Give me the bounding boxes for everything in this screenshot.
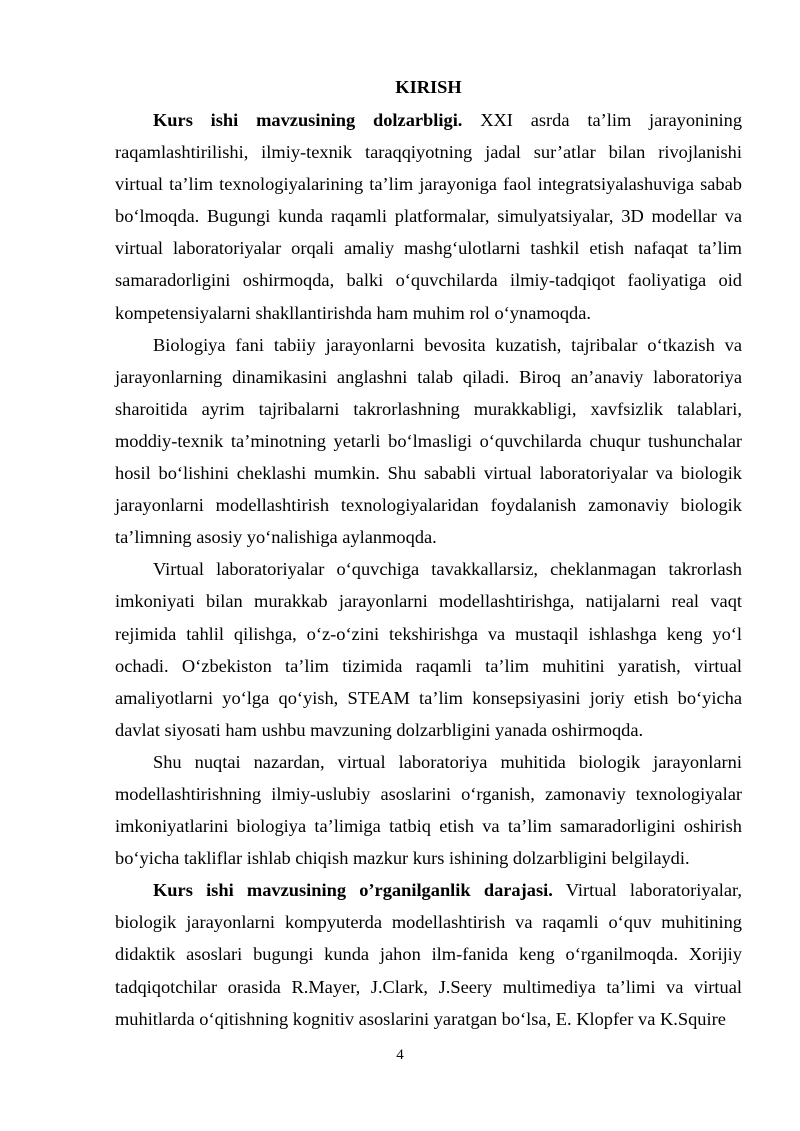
paragraph-relevance — [115, 104, 742, 329]
page-number: 4 — [396, 1047, 404, 1063]
paragraph-biology — [115, 329, 742, 554]
document-page — [115, 72, 742, 1035]
paragraph-virtual-labs — [115, 553, 742, 746]
paragraph-text: Virtual laboratoriyalar, biologik jarayonlarni kompyuterda modellashtirish va raqamli o‘quv muhitining didaktik asoslari bugungi kunda jahon ilm-fanida keng o‘rganilmoqda. Xorijiy tadqiqotchilar orasida R.Mayer, J.Clark, J.Seery multimediya ta’limi va virtual muhitlarda o‘qitishning kognitiv asoslarini yaratgan bo‘lsa, E. Klopfer va K.Squire — [115, 880, 743, 1029]
paragraph-text: Biologiya fani tabiiy jarayonlarni bevosita kuzatish, tajribalar o‘tkazish va jarayonlarning dinamikasini anglashni talab qiladi. Biroq an’anaviy laboratoriya sharoitida ayrim tajribalarni takrorlashning murakkabligi, xavfsizlik talablari, moddiy-texnik ta’minotning yetarli bo‘lmasligi o‘quvchilarda chuqur tushunchalar hosil bo‘lishini cheklashi mumkin. Shu sababli virtual laboratoriyalar va biologik jarayonlarni modellashtirish texnologiyalaridan foydalanish zamonaviy biologik ta’limning asosiy yo‘nalishiga aylanmoqda. — [115, 334, 742, 548]
paragraph-text: Shu nuqtai nazardan, virtual laboratoriya muhitida biologik jarayonlarni modellashtirishning ilmiy-uslubiy asoslarini o‘rganish, zamonaviy texnologiyalar imkoniyatlarini biologiya ta’limiga tatbiq etish va ta’lim samaradorligini oshirish bo‘yicha takliflar ishlab chiqish mazkur kurs ishining dolzarbligini belgilaydi. — [115, 751, 742, 869]
paragraph-text: Virtual laboratoriyalar o‘quvchiga tavakkallarsiz, cheklanmagan takrorlash imkoniyati bilan murakkab jarayonlarni modellashtirishga, natijalarni real vaqt rejimida tahlil qilishga, o‘z-o‘zini tekshirishga va mustaqil ishlashga keng yo‘l ochadi. O‘zbekiston ta’lim tizimida raqamli ta’lim muhitini yaratish, virtual amaliyotlarni yo‘lga qo‘yish, STEAM ta’lim konsepsiyasini joriy etish bo‘yicha davlat siyosati ham ushbu mavzuning dolzarbligini yanada oshirmoqda. — [115, 559, 742, 740]
section-heading: KIRISH — [395, 77, 462, 97]
paragraph-research-level — [115, 874, 742, 1034]
paragraph-lead: Kurs ishi mavzusining o’rganilganlik darajasi. — [153, 880, 553, 901]
paragraph-lead: Kurs ishi mavzusining dolzarbligi. — [153, 110, 463, 130]
paragraph-text: XXI asrda ta’lim jarayonining raqamlashtirilishi, ilmiy-texnik taraqqiyotning jadal sur’atlar bilan rivojlanishi virtual ta’lim texnologiyalarining ta’lim jarayoniga faol integratsiyalashuviga sabab bo‘lmoqda. Bugungi kunda raqamli platformalar, simulyatsiyalar, 3D modellar va virtual laboratoriyalar orqali amaliy mashg‘ulotlarni tashkil etish nafaqat ta’lim samaradorligini oshirmoqda, balki o‘quvchilarda ilmiy-tadqiqot faoliyatiga oid kompetensiyalarni shakllantirishda ham muhim rol o‘ynamoqda. — [115, 110, 743, 323]
paragraph-conclusion — [115, 746, 742, 874]
